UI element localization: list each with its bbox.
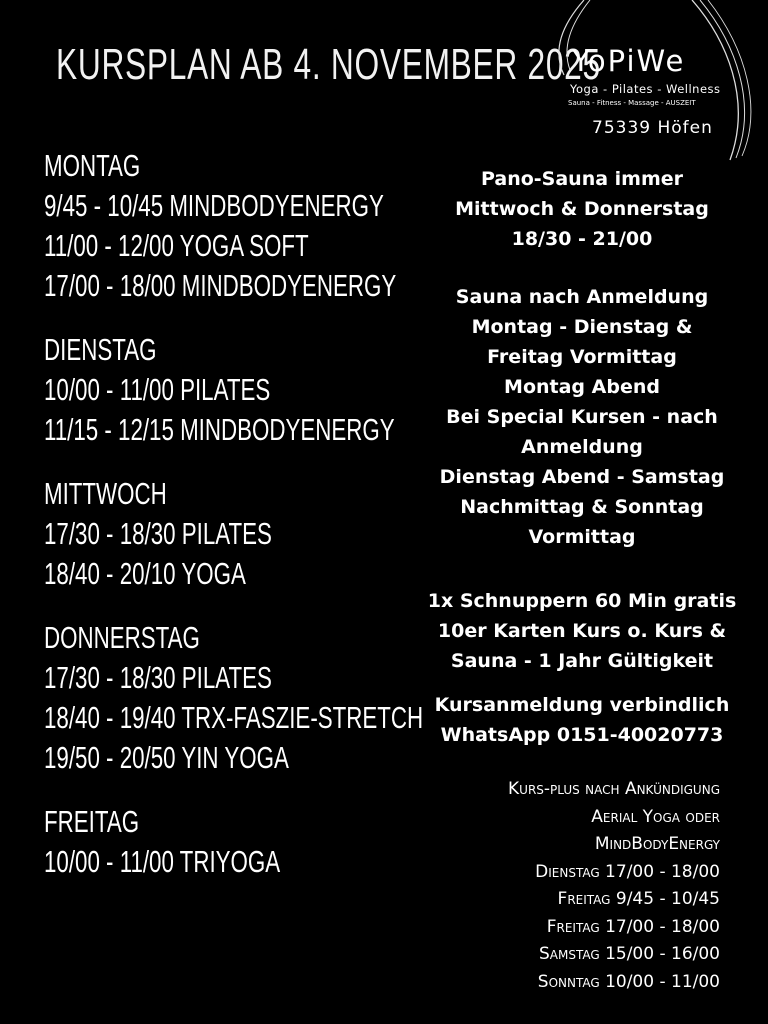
day-heading: DONNERSTAG [44,620,200,655]
offers-info [392,586,768,676]
registration-info [392,690,768,750]
page-title: KURSPLAN AB 4. NOVEMBER 2025 [56,40,601,89]
logo-tagline: Sauna - Fitness - Massage - AUSZEIT [568,99,696,107]
day-heading: MITTWOCH [44,476,167,511]
plus-date: Sonntag 10/00 - 11/00 [537,971,720,992]
logo-name: YoPiWe [572,44,686,78]
plus-line: MindBodyEnergy [594,834,720,854]
info-line: Dienstag Abend - Samstag [439,466,725,488]
plus-date: Dienstag 17/00 - 18/00 [535,861,720,882]
day-heading: FREITAG [44,804,140,839]
info-line: Nachmittag & Sonntag [460,496,704,518]
info-line: Mittwoch & Donnerstag [455,198,709,220]
info-line: Pano-Sauna immer [480,168,684,190]
course-entry: 10/00 - 11/00 TRIYOGA [44,844,281,879]
course-entry: 11/15 - 12/15 MINDBODYENERGY [44,412,395,447]
day-heading: DIENSTAG [44,332,157,367]
kurs-plus-info [508,776,720,996]
course-entry: 18/40 - 19/40 TRX-FASZIE-STRETCH [44,700,424,735]
yopiwe-logo [552,0,768,170]
plus-line: Aerial Yoga oder [591,806,720,827]
info-line: Montag Abend [504,376,660,398]
info-line: Kursanmeldung verbindlich [434,694,730,716]
info-line: 1x Schnuppern 60 Min gratis [427,590,737,612]
course-entry: 11/00 - 12/00 YOGA SOFT [44,228,309,263]
info-line: 10er Karten Kurs o. Kurs & [437,620,727,642]
logo-location: 75339 Höfen [592,118,713,138]
day-block-donnerstag [44,618,424,778]
plus-line: Kurs-plus nach Ankündigung [508,779,720,799]
course-entry: 19/50 - 20/50 YIN YOGA [44,740,289,775]
day-heading: MONTAG [44,148,141,183]
sauna-booking-info [392,282,768,552]
course-entry: 17/30 - 18/30 PILATES [44,660,272,695]
info-line: Vormittag [528,526,636,548]
day-block-freitag [44,802,424,882]
course-schedule [44,146,424,906]
day-block-dienstag [44,330,424,450]
info-line: Montag - Dienstag & [471,316,693,338]
plus-date: Freitag 9/45 - 10/45 [557,889,720,909]
whatsapp-number: WhatsApp 0151-40020773 [440,724,724,746]
info-line: Sauna nach Anmeldung [455,286,709,308]
plus-date: Samstag 15/00 - 16/00 [539,944,720,964]
course-entry: 18/40 - 20/10 YOGA [44,556,246,591]
pano-sauna-info [392,164,768,254]
course-entry: 17/30 - 18/30 PILATES [44,516,272,551]
info-line: Anmeldung [521,436,643,458]
info-line: Sauna - 1 Jahr Gültigkeit [450,650,714,672]
plus-date: Freitag 17/00 - 18/00 [546,916,720,937]
course-entry: 10/00 - 11/00 PILATES [44,372,271,407]
course-entry: 9/45 - 10/45 MINDBODYENERGY [44,188,384,223]
info-line: 18/30 - 21/00 [511,228,653,250]
info-line: Freitag Vormittag [487,346,677,368]
logo-subtitle: Yoga - Pilates - Wellness [570,82,721,96]
info-line: Bei Special Kursen - nach [446,406,718,428]
course-entry: 17/00 - 18/00 MINDBODYENERGY [44,268,397,303]
day-block-montag [44,146,424,306]
day-block-mittwoch [44,474,424,594]
